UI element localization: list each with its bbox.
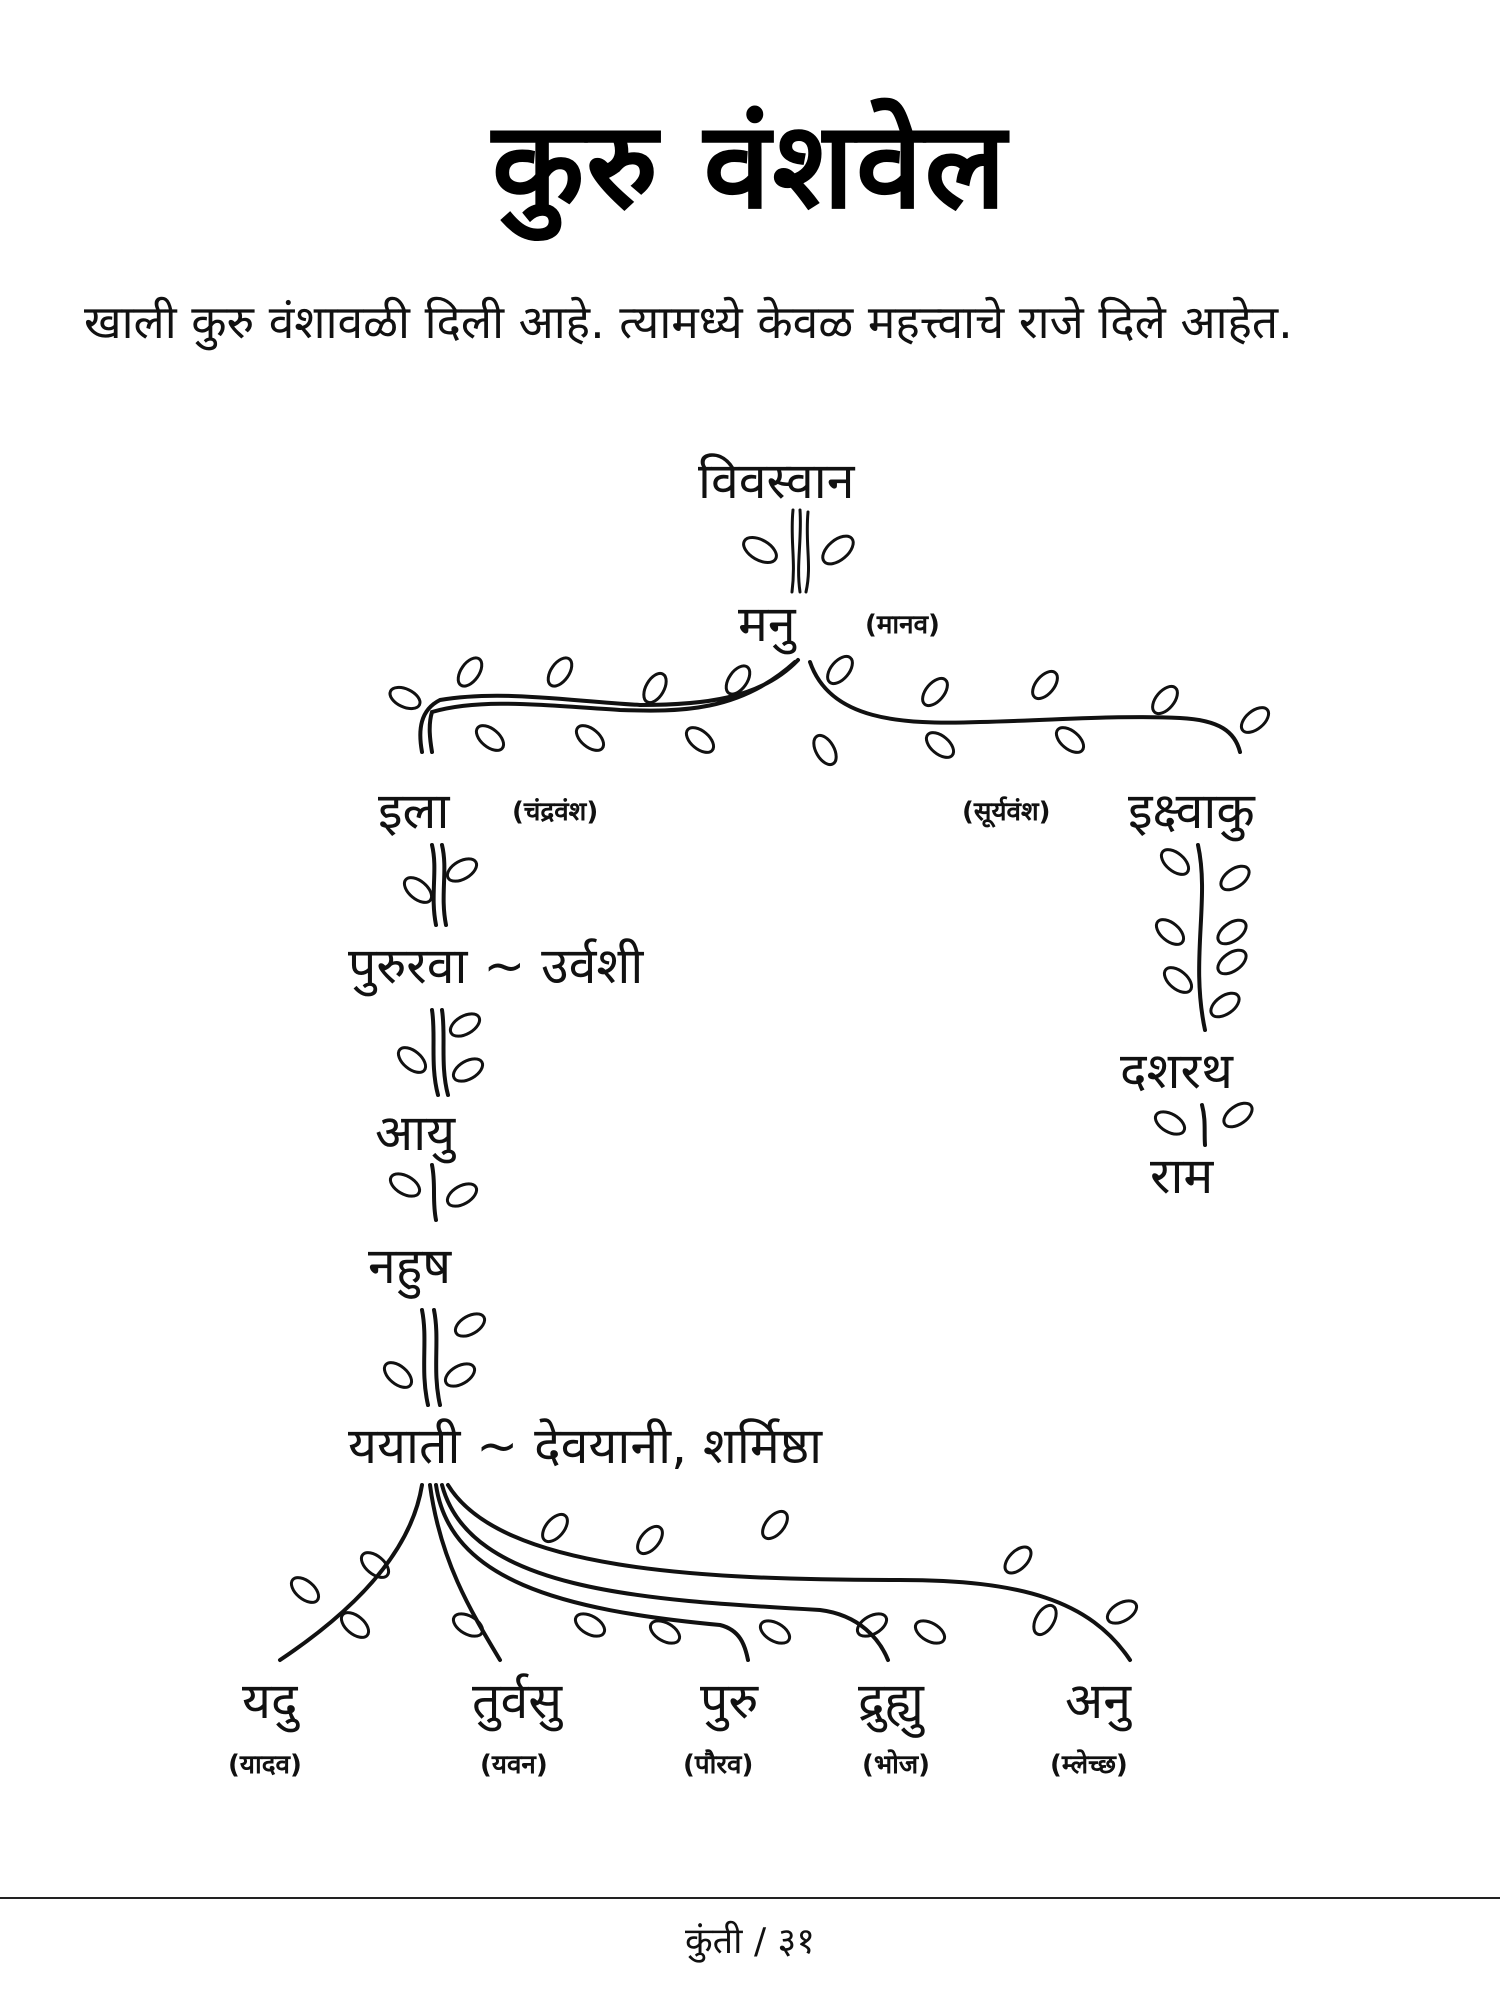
node-yayati: ययाती ~ देवयानी, शर्मिष्ठा: [348, 1417, 823, 1475]
vine-ikshvaku-dasharath: [1198, 845, 1205, 1030]
footer-divider: [0, 1897, 1500, 1899]
page-footer: कुंती / ३१: [685, 1921, 815, 1962]
note-puru: (पौरव): [683, 1750, 754, 1780]
vine-vivasvan-manu: [792, 510, 809, 592]
vine-ila-pururava: [432, 845, 446, 925]
note-turvasu: (यवन): [480, 1750, 548, 1780]
note-manu: (मानव): [865, 610, 940, 640]
node-turvasu: तुर्वसु: [472, 1672, 563, 1730]
note-ila: (चंद्रवंश): [512, 797, 599, 827]
node-ila: इला: [378, 782, 450, 840]
vine-top-right: [810, 662, 1240, 752]
node-nahush: नहुष: [368, 1237, 452, 1295]
page-title: कुरु वंशवेल: [491, 97, 1009, 236]
note-ikshvaku: (सूर्यवंश): [962, 797, 1051, 827]
note-druhyu: (भोज): [862, 1750, 931, 1780]
node-druhyu: द्रुह्यु: [858, 1672, 924, 1730]
vine-dasharath-ram: [1202, 1105, 1205, 1145]
node-manu: मनु: [738, 595, 796, 653]
note-yadu: (यादव): [228, 1750, 302, 1780]
node-vivasvan: विवस्वान: [698, 452, 855, 510]
node-pururava: पुरुरवा ~ उर्वशी: [348, 937, 644, 995]
vine-nahush-yayati: [422, 1310, 440, 1405]
intro-paragraph: खाली कुरु वंशावळी दिली आहे. त्यामध्ये केवळ महत्त्वाचे राजे दिले आहेत.: [84, 295, 1293, 349]
node-anu: अनु: [1065, 1672, 1131, 1730]
node-puru: पुरु: [700, 1672, 759, 1730]
node-ikshvaku: इक्ष्वाकु: [1128, 782, 1255, 840]
node-dasharath: दशरथ: [1120, 1042, 1233, 1100]
note-anu: (म्लेच्छ): [1050, 1750, 1128, 1780]
vine-ayu-nahush: [432, 1165, 436, 1220]
node-ram: राम: [1150, 1147, 1214, 1205]
vine-pururava-ayu: [432, 1010, 448, 1095]
node-yadu: यदु: [242, 1672, 298, 1730]
node-ayu: आयु: [375, 1104, 456, 1162]
